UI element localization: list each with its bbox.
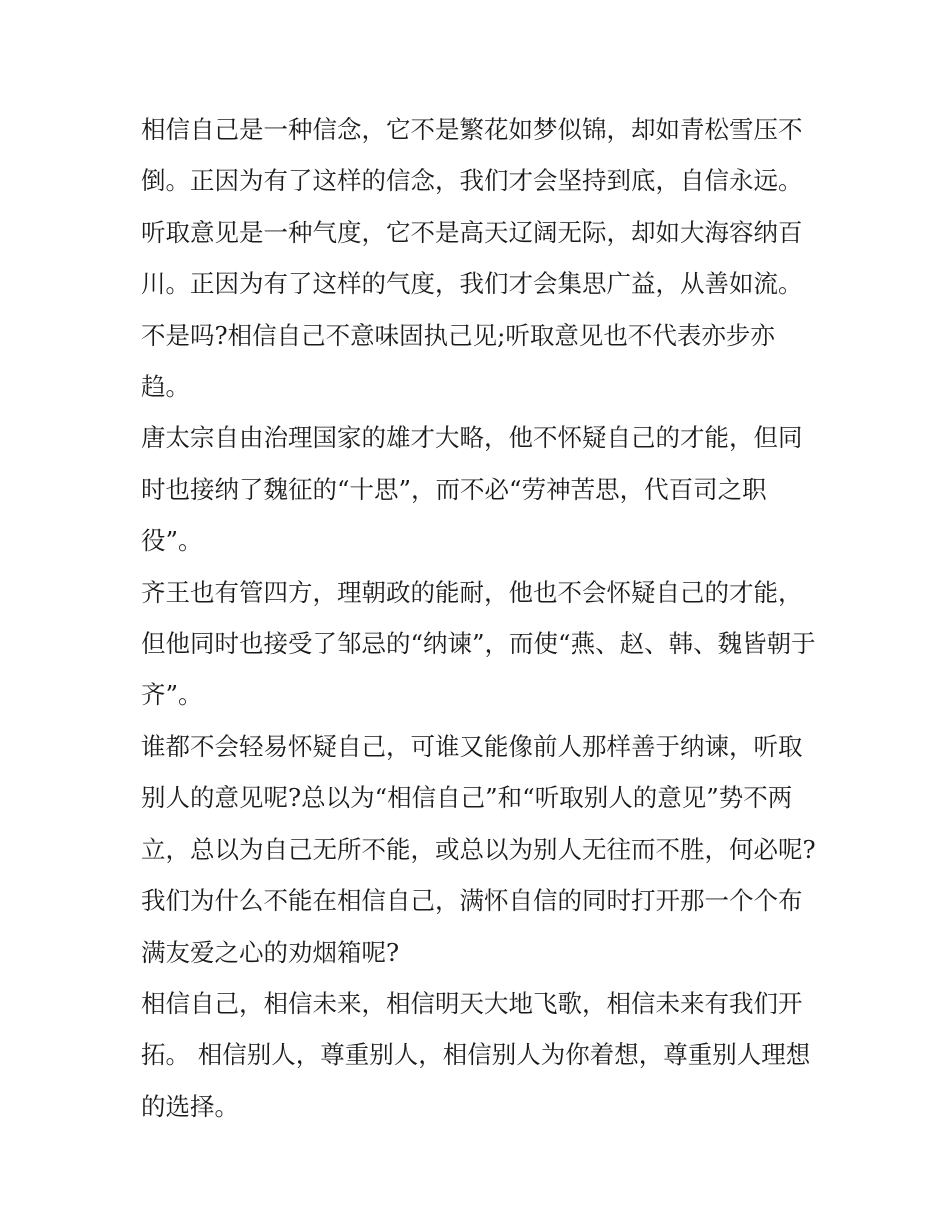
paragraph-6: 谁都不会轻易怀疑自己，可谁又能像前人那样善于纳谏，听取别人的意见呢?总以为“相信自己”和“听取别人的意见”势不两立，总以为自己无所不能，或总以为别人无往而不胜，何必呢?我们为什么不能在相信自己，满怀自信的同时打开那一个个布满友爱之心的劝烟箱呢?: [141, 731, 816, 967]
paragraph-3: 不是吗?相信自己不意味固执己见;听取意见也不代表亦步亦趋。: [141, 320, 775, 402]
paragraph-1: 相信自己是一种信念，它不是繁花如梦似锦，却如青松雪压不倒。正因为有了这样的信念，我们才会坚持到底，自信永远。: [141, 115, 803, 196]
document-body: [141, 104, 821, 1132]
paragraph-2: 听取意见是一种气度，它不是高天辽阔无际，却如大海容纳百川。正因为有了这样的气度，我们才会集思广益，从善如流。: [141, 217, 803, 299]
paragraph-4: 唐太宗自由治理国家的雄才大略，他不怀疑自己的才能，但同时也接纳了魏征的“十思”，而不必“劳神苦思，代百司之职役”。: [141, 423, 803, 556]
paragraph-7: 相信自己，相信未来，相信明天大地飞歌，相信未来有我们开拓。 相信别人，尊重别人，相信别人为你着想，尊重别人理想的选择。: [141, 988, 811, 1121]
paragraph-5: 齐王也有管四方，理朝政的能耐，他也不会怀疑自己的才能，但他同时也接受了邹忌的“纳谏”，而使“燕、赵、韩、魏皆朝于齐”。: [141, 577, 816, 710]
